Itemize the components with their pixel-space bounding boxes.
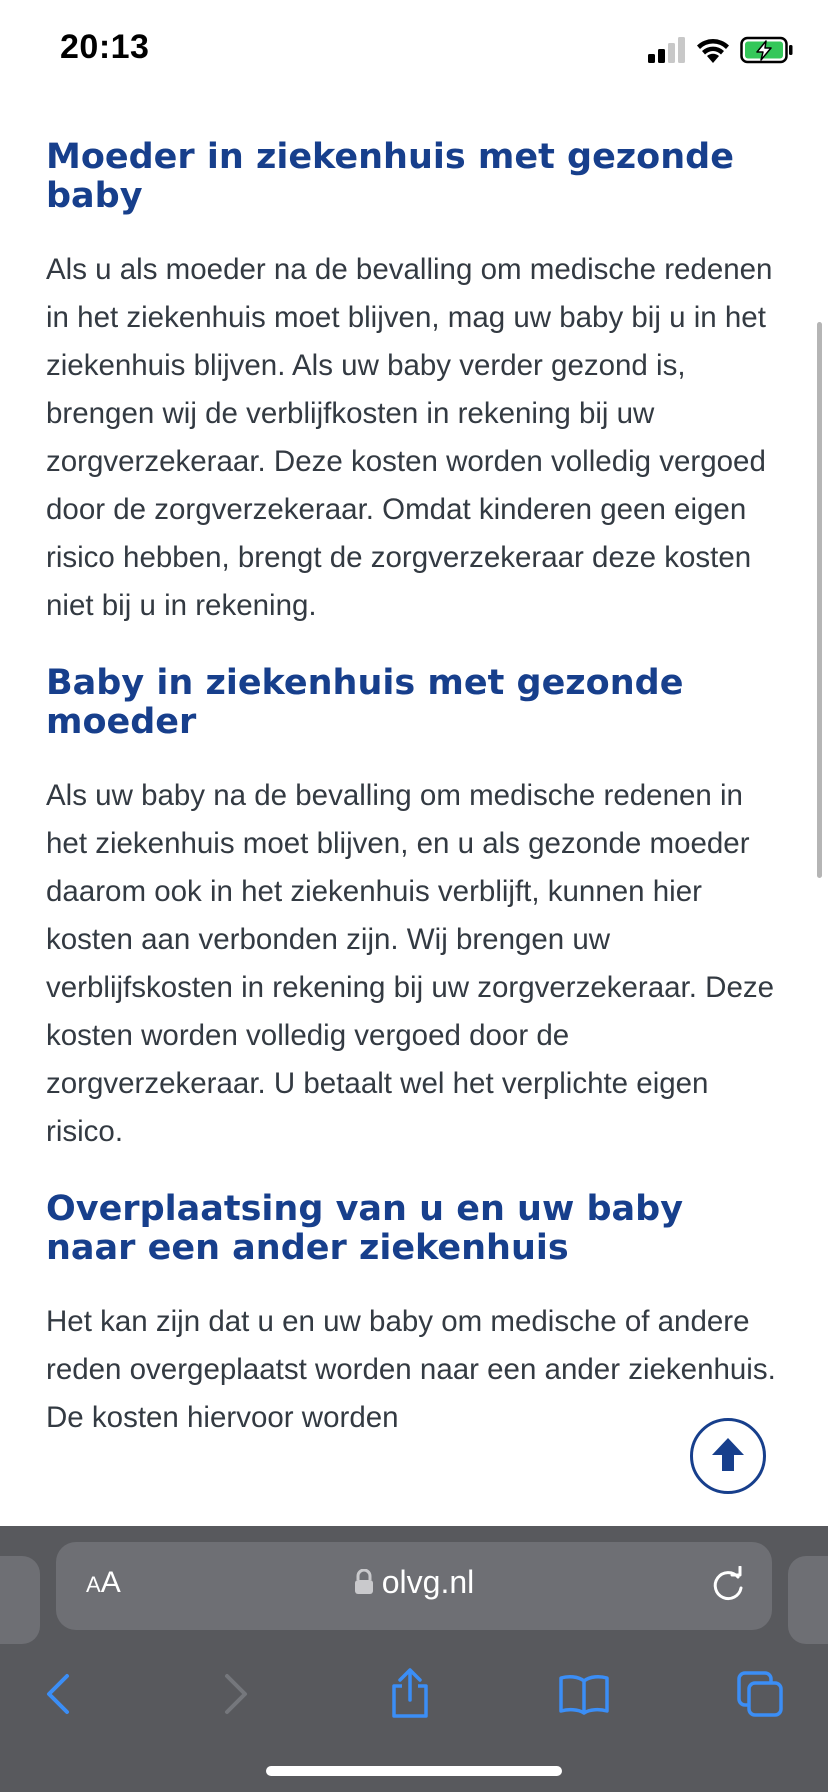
home-indicator[interactable] [266, 1766, 562, 1776]
section-heading-transfer: Overplaatsing van u en uw baby naar een ander ziekenhuis [46, 1189, 684, 1268]
wifi-icon [696, 37, 730, 68]
browser-chrome [0, 1526, 828, 1792]
section-text-transfer: Het kan zijn dat u en uw baby om medische of andere reden overgeplaatst worden naar een ander ziekenhuis. De kosten hiervoor worden [46, 1305, 776, 1434]
forward-button[interactable] [208, 1668, 264, 1724]
reload-icon[interactable] [710, 1566, 746, 1609]
signal-icon [648, 37, 686, 68]
url-text: olvg.nl [381, 1564, 475, 1600]
section-text-mother: Als u als moeder na de bevalling om medische redenen in het ziekenhuis moet blijven, mag uw baby bij u in het ziekenhuis blijven. Als uw baby verder gezond is, brengen wij de verblijfkosten in rekening bij uw zorgverzekeraar. Deze kosten worden volledig vergoed door de zorgverzekeraar. Omdat kinderen geen eigen risico hebben, brengt de zorgverzekeraar deze kosten niet bij u in rekening. [46, 253, 773, 622]
next-tab-preview[interactable] [788, 1556, 828, 1644]
browser-toolbar [0, 1644, 828, 1744]
url-display[interactable] [56, 1564, 772, 1603]
lock-icon [354, 1566, 374, 1603]
address-bar[interactable] [56, 1542, 772, 1630]
tabs-icon [736, 1670, 784, 1723]
arrow-up-icon [706, 1432, 750, 1481]
section-heading-baby: Baby in ziekenhuis met gezonde moeder [46, 663, 684, 742]
aa-small: A [86, 1572, 101, 1597]
scroll-to-top-button[interactable] [690, 1418, 766, 1494]
battery-charging-icon [740, 36, 794, 69]
tabs-button[interactable] [732, 1668, 788, 1724]
web-content[interactable] [0, 100, 828, 1526]
status-icons [648, 36, 794, 69]
status-time: 20:13 [60, 28, 150, 66]
back-icon [43, 1672, 73, 1721]
previous-tab-preview[interactable] [0, 1556, 40, 1644]
scroll-indicator[interactable] [817, 322, 822, 878]
forward-icon [221, 1672, 251, 1721]
bookmarks-icon [558, 1673, 610, 1720]
share-icon [388, 1668, 432, 1725]
aa-large: A [100, 1566, 121, 1599]
article [0, 100, 828, 1442]
section-text-baby: Als uw baby na de bevalling om medische redenen in het ziekenhuis moet blijven, en u als gezonde moeder daarom ook in het ziekenhuis verblijft, kunnen hier kosten aan verbonden zijn. Wij brengen uw verblijfskosten in rekening bij uw zorgverzekeraar. Deze kosten worden volledig vergoed door de zorgverzekeraar. U betaalt wel het verplichte eigen risico. [46, 779, 775, 1148]
status-bar [0, 0, 828, 100]
bookmarks-button[interactable] [556, 1668, 612, 1724]
section-heading-mother: Moeder in ziekenhuis met gezonde baby [46, 137, 734, 216]
share-button[interactable] [382, 1668, 438, 1724]
back-button[interactable] [30, 1668, 86, 1724]
